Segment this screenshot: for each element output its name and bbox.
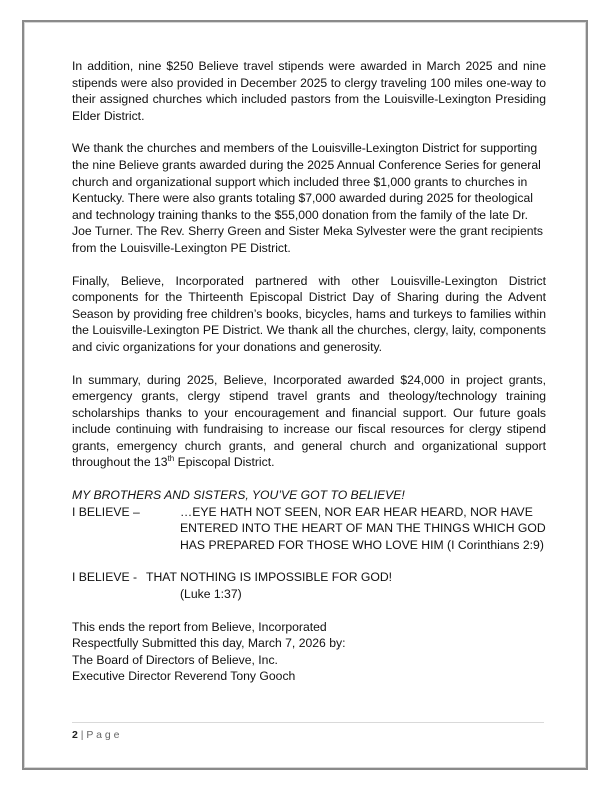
footer-separator: | bbox=[77, 729, 87, 741]
summary-superscript: th bbox=[167, 454, 175, 464]
scripture-line-3: HAS PREPARED FOR THOSE WHO LOVE HIM (I Corinthians 2:9) bbox=[180, 537, 544, 552]
scripture-line-2: ENTERED INTO THE HEART OF MAN THE THINGS WHICH GOD bbox=[180, 521, 546, 536]
page-number: 2 bbox=[72, 729, 78, 741]
believe-label-2: I BELIEVE - bbox=[72, 570, 138, 585]
paragraph-district-thanks: We thank the churches and members of the Louisville-Lexington District for supporting the nine Believe grants awarded during the 2025 Annual Conference Series for general church and organizational support which included three $1,000 grants to churches in Kentucky. There were also grants totaling $7,000 awarded during 2025 for theological and technology training thanks to the $55,000 donation from the family of the late Dr. Joe Turner. The Rev. Sherry Green and Sister Meka Sylvester were the grant recipients from the Louisville-Lexington PE District. bbox=[72, 141, 544, 255]
closing-line-3: The Board of Directors of Believe, Inc. bbox=[72, 652, 278, 667]
paragraph-day-of-sharing: Finally, Believe, Incorporated partnered with other Louisville-Lexington District components for the Thirteenth Episcopal District Day of Sharing during the Advent Season by providing free children’s books, bicycles, hams and turkeys to families within the Louisville-Lexington PE District. We thank all the churches, clergy, laity, components and civic organizations for your donations and generosity. bbox=[72, 273, 546, 354]
paragraph-travel-stipends: In addition, nine $250 Believe travel stipends were awarded in March 2025 and nine stipends were also provided in December 2025 to clergy traveling 100 miles one-way to their assigned churches which included pastors from the Louisville-Lexington Presiding Elder District. bbox=[72, 59, 546, 123]
closing-line-2: Respectfully Submitted this day, March 7, 2026 by: bbox=[72, 636, 346, 651]
paragraph-summary bbox=[72, 372, 546, 472]
scripture-line-5: (Luke 1:37) bbox=[180, 587, 242, 602]
page-footer bbox=[72, 722, 544, 741]
closing-line-4: Executive Director Reverend Tony Gooch bbox=[72, 669, 296, 684]
scripture-line-4: THAT NOTHING IS IMPOSSIBLE FOR GOD! bbox=[146, 570, 393, 585]
believe-row-1 bbox=[72, 504, 546, 521]
believe-label-1: I BELIEVE – bbox=[72, 504, 140, 519]
believe-row-2 bbox=[72, 569, 546, 586]
believe-heading: MY BROTHERS AND SISTERS, YOU’VE GOT TO BELIEVE! bbox=[72, 488, 405, 503]
summary-end: Episcopal District. bbox=[174, 455, 275, 470]
document-body bbox=[72, 58, 546, 685]
scripture-line-1: …EYE HATH NOT SEEN, NOR EAR HEAR HEARD, NOR HAVE bbox=[180, 504, 533, 519]
closing-line-1: This ends the report from Believe, Incorporated bbox=[72, 619, 327, 634]
page-label: P a g e bbox=[86, 729, 120, 741]
summary-text: In summary, during 2025, Believe, Incorporated awarded $24,000 in project grants, emergency grants, clergy stipend travel grants and theology/technology training scholarships thanks to your encouragement and financial support. Our future goals include continuing with fundraising to increase our fiscal resources for clergy stipend grants, emergency church grants, and general church and organizational support throughout the 13 bbox=[72, 372, 546, 470]
